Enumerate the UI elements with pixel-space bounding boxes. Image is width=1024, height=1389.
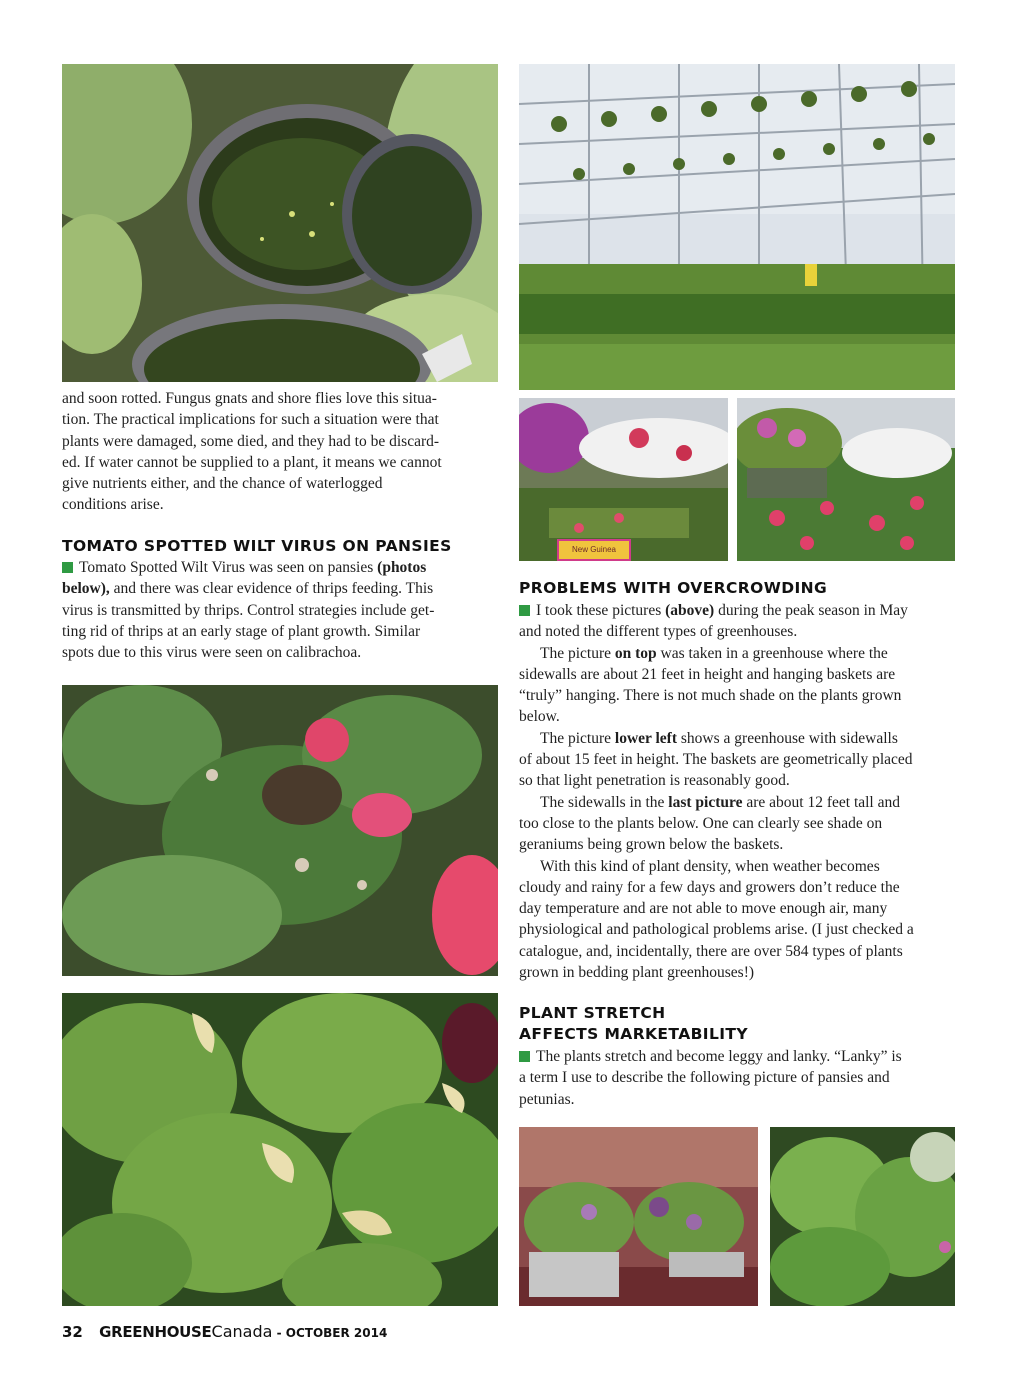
photo-greenhouse-lower-left <box>519 398 728 561</box>
section-marker-icon <box>519 605 530 616</box>
photo-lanky-petunias <box>770 1127 955 1306</box>
body-line: “truly” hanging. There is not much shade on the plants grown <box>519 687 902 705</box>
intro-line: ed. If water cannot be supplied to a plant, it means we cannot <box>62 453 442 471</box>
magazine-brand-light: Canada <box>211 1322 273 1341</box>
body-line: The plants stretch and become leggy and lanky. “Lanky” is <box>519 1046 959 1067</box>
body-line: catalogue, and, incidentally, there are over 584 types of plants <box>519 942 903 960</box>
tswv-line: virus is transmitted by thrips. Control strategies include get- <box>62 601 435 619</box>
body-line: below. <box>519 708 560 726</box>
tswv-line: spots due to this virus were seen on calibrachoa. <box>62 644 362 662</box>
body-line: With this kind of plant density, when weather becomes <box>540 857 880 875</box>
photo-greenhouse-top <box>519 64 955 390</box>
body-line: The picture on top was taken in a greenhouse where the <box>540 644 888 662</box>
body-line: and noted the different types of greenhouses. <box>519 623 798 641</box>
body-line: petunias. <box>519 1090 575 1108</box>
issue-date: OCTOBER 2014 <box>285 1326 388 1340</box>
tswv-heading: TOMATO SPOTTED WILT VIRUS ON PANSIES <box>62 537 452 555</box>
page-number: 32 <box>62 1323 83 1341</box>
section-marker-icon <box>519 1051 530 1062</box>
tswv-paragraph <box>62 557 498 663</box>
photo-pots-algae <box>62 64 498 382</box>
intro-paragraph <box>62 388 498 516</box>
footer-separator: - <box>272 1326 286 1340</box>
body-line: so that light penetration is reasonably good. <box>519 772 790 790</box>
tswv-line: Tomato Spotted Wilt Virus was seen on pansies (photos <box>62 557 498 578</box>
photo-greenhouse-last <box>737 398 955 561</box>
intro-line: give nutrients either, and the chance of waterlogged <box>62 475 383 493</box>
body-line: of about 15 feet in height. The baskets are geometrically placed <box>519 751 913 769</box>
photo-pansy-spots <box>62 993 498 1306</box>
page-footer <box>62 1322 387 1341</box>
body-line: sidewalls are about 21 feet in height and hanging baskets are <box>519 665 896 683</box>
body-line: physiological and pathological problems arise. (I just checked a <box>519 921 914 939</box>
body-line: day temperature and are not able to move enough air, many <box>519 900 888 918</box>
body-line: I took these pictures (above) during the peak season in May <box>519 600 959 621</box>
tswv-line: ting rid of thrips at an early stage of plant growth. Similar <box>62 622 421 640</box>
body-line: too close to the plants below. One can clearly see shade on <box>519 814 883 832</box>
stretch-heading <box>519 1003 748 1045</box>
stretch-paragraph <box>519 1046 959 1110</box>
section-marker-icon <box>62 562 73 573</box>
stretch-heading-line: PLANT STRETCH <box>519 1004 666 1022</box>
body-line: The picture lower left shows a greenhouse with sidewalls <box>540 729 898 747</box>
body-line: grown in bedding plant greenhouses!) <box>519 964 755 982</box>
intro-line: plants were damaged, some died, and they had to be discard- <box>62 432 440 450</box>
intro-line: and soon rotted. Fungus gnats and shore flies love this situa- <box>62 390 437 407</box>
new-guinea-sign: New Guinea <box>557 539 631 561</box>
stretch-heading-line: AFFECTS MARKETABILITY <box>519 1025 749 1043</box>
intro-line: tion. The practical implications for such a situation were that <box>62 411 439 429</box>
overcrowding-heading: PROBLEMS WITH OVERCROWDING <box>519 579 828 597</box>
body-line: The sidewalls in the last picture are about 12 feet tall and <box>540 793 900 811</box>
photo-lanky-pansies <box>519 1127 758 1306</box>
body-line: a term I use to describe the following picture of pansies and <box>519 1069 890 1087</box>
photo-pansy-thrips <box>62 685 498 976</box>
intro-line: conditions arise. <box>62 496 164 514</box>
magazine-brand-bold: GREENHOUSE <box>99 1323 212 1341</box>
overcrowding-body <box>519 600 959 983</box>
body-line: cloudy and rainy for a few days and growers don’t reduce the <box>519 878 900 896</box>
tswv-line: below), and there was clear evidence of thrips feeding. This <box>62 580 434 598</box>
body-line: geraniums being grown below the baskets. <box>519 836 784 854</box>
